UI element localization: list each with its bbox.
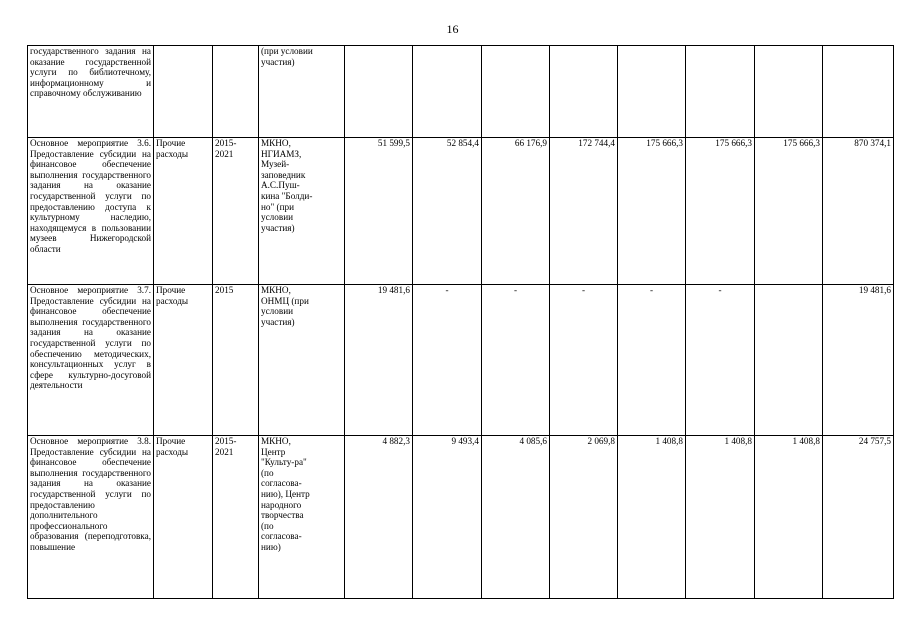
funding-value-cell bbox=[823, 436, 894, 599]
funding-value-cell bbox=[618, 138, 686, 285]
funding-value-cell bbox=[823, 46, 894, 138]
expense-type-cell bbox=[154, 285, 213, 436]
funding-value-cell-text: 19 481,6 bbox=[377, 285, 410, 295]
funding-value-cell-text: - bbox=[445, 285, 449, 295]
funding-value-cell bbox=[755, 436, 823, 599]
funding-value-cell-text: 175 666,3 bbox=[646, 138, 683, 148]
funding-value-cell bbox=[686, 46, 755, 138]
activity-description-cell-text: государственного задания на оказание государственной услуги по библиотечному, информационному и справочному обслуживанию bbox=[30, 46, 151, 99]
funding-value-cell-text: 19 481,6 bbox=[858, 285, 891, 295]
executor-cell-text: (при условии участия) bbox=[261, 46, 313, 67]
funding-value-cell-text: - bbox=[581, 285, 586, 295]
funding-value-cell-text: 1 408,8 bbox=[655, 436, 683, 446]
funding-value-cell-text: - bbox=[513, 285, 518, 295]
years-cell-text: 2015- 2021 bbox=[215, 436, 237, 457]
expense-type-cell bbox=[154, 138, 213, 285]
activity-description-cell bbox=[28, 436, 154, 599]
expense-type-cell-text: Прочие расходы bbox=[156, 285, 189, 306]
years-cell-text: 2015 bbox=[215, 285, 234, 295]
page-number: 16 bbox=[446, 22, 459, 36]
expense-type-cell bbox=[154, 436, 213, 599]
funding-value-cell bbox=[345, 436, 413, 599]
activity-description-cell-text: Основное мероприятие 3.8. Предоставление субсидии на финансовое обеспечение выполнения государственного задания на оказание государственной услуги по предоставлению дополнительного профессионального образования (переподготовка, повышение bbox=[30, 436, 151, 552]
executor-cell bbox=[259, 46, 345, 138]
executor-cell-text: МКНО, Центр "Культу-ра" (по согласова- нию), Центр народного творчества (по согласова- нию) bbox=[261, 436, 310, 552]
years-cell bbox=[213, 46, 259, 138]
funding-value-cell bbox=[550, 436, 618, 599]
program-activities-table bbox=[27, 45, 894, 599]
funding-value-cell bbox=[482, 138, 550, 285]
funding-value-cell bbox=[550, 138, 618, 285]
activity-description-cell bbox=[28, 285, 154, 436]
funding-value-cell-text: 172 744,4 bbox=[578, 138, 615, 148]
funding-value-cell-text: 4 882,3 bbox=[382, 436, 410, 446]
funding-value-cell-text: 1 408,8 bbox=[724, 436, 752, 446]
funding-value-cell bbox=[686, 138, 755, 285]
funding-value-cell-text: 870 374,1 bbox=[854, 138, 891, 148]
funding-value-cell bbox=[755, 46, 823, 138]
table-row bbox=[28, 138, 894, 285]
funding-value-cell bbox=[823, 285, 894, 436]
activity-description-cell bbox=[28, 46, 154, 138]
funding-value-cell bbox=[618, 285, 686, 436]
expense-type-cell-text: Прочие расходы bbox=[156, 138, 189, 159]
activity-description-cell bbox=[28, 138, 154, 285]
funding-value-cell bbox=[482, 436, 550, 599]
funding-value-cell-text: 66 176,9 bbox=[514, 138, 547, 148]
funding-value-cell bbox=[686, 285, 755, 436]
funding-value-cell-text: 175 666,3 bbox=[715, 138, 752, 148]
funding-value-cell bbox=[755, 138, 823, 285]
funding-value-cell bbox=[345, 285, 413, 436]
executor-cell bbox=[259, 285, 345, 436]
funding-value-cell bbox=[345, 46, 413, 138]
years-cell bbox=[213, 436, 259, 599]
years-cell bbox=[213, 285, 259, 436]
funding-value-cell-text: 1 408,8 bbox=[792, 436, 820, 446]
years-cell bbox=[213, 138, 259, 285]
funding-value-cell-text: 4 085,6 bbox=[519, 436, 547, 446]
table-row bbox=[28, 285, 894, 436]
activity-description-cell-text: Основное мероприятие 3.6. Предоставление субсидии на финансовое обеспечение выполнения государственного задания на оказание государственной услуги по предоставлению доступа к культурному наследию, находящемуся в пользовании музеев Нижегородской области bbox=[30, 138, 151, 254]
funding-value-cell bbox=[482, 46, 550, 138]
activity-description-cell-text: Основное мероприятие 3.7. Предоставление субсидии на финансовое обеспечение выполнения государственного задания на оказание государственной услуги по обеспечению методических, консультационных услуг в сфере культурно-досуговой деятельности bbox=[30, 285, 151, 391]
funding-value-cell-text: 52 854,4 bbox=[446, 138, 479, 148]
funding-value-cell bbox=[550, 285, 618, 436]
funding-value-cell bbox=[413, 436, 482, 599]
expense-type-cell bbox=[154, 46, 213, 138]
executor-cell-text: МКНО, ОНМЦ (при условии участия) bbox=[261, 285, 309, 327]
funding-value-cell bbox=[550, 46, 618, 138]
funding-value-cell bbox=[755, 285, 823, 436]
funding-value-cell bbox=[618, 436, 686, 599]
table-row bbox=[28, 436, 894, 599]
executor-cell-text: МКНО, НГИАМЗ, Музей- заповедник А.С.Пуш- кина "Болди- но" (при условии участия) bbox=[261, 138, 313, 233]
funding-value-cell bbox=[413, 46, 482, 138]
funding-value-cell bbox=[345, 138, 413, 285]
funding-value-cell bbox=[686, 436, 755, 599]
funding-value-cell-text: 51 599,5 bbox=[377, 138, 410, 148]
funding-value-cell bbox=[618, 46, 686, 138]
funding-value-cell-text: 2 069,8 bbox=[587, 436, 615, 446]
funding-value-cell bbox=[413, 138, 482, 285]
funding-value-cell bbox=[413, 285, 482, 436]
expense-type-cell-text: Прочие расходы bbox=[156, 436, 189, 457]
funding-value-cell-text: 175 666,3 bbox=[783, 138, 820, 148]
funding-value-cell-text: 24 757,5 bbox=[858, 436, 891, 446]
funding-value-cell bbox=[823, 138, 894, 285]
years-cell-text: 2015- 2021 bbox=[215, 138, 237, 159]
funding-value-cell-text: 9 493,4 bbox=[451, 436, 479, 446]
executor-cell bbox=[259, 436, 345, 599]
table-row bbox=[28, 46, 894, 138]
funding-value-cell bbox=[482, 285, 550, 436]
executor-cell bbox=[259, 138, 345, 285]
funding-value-cell-text: - bbox=[718, 285, 722, 295]
funding-value-cell-text: - bbox=[649, 285, 654, 295]
